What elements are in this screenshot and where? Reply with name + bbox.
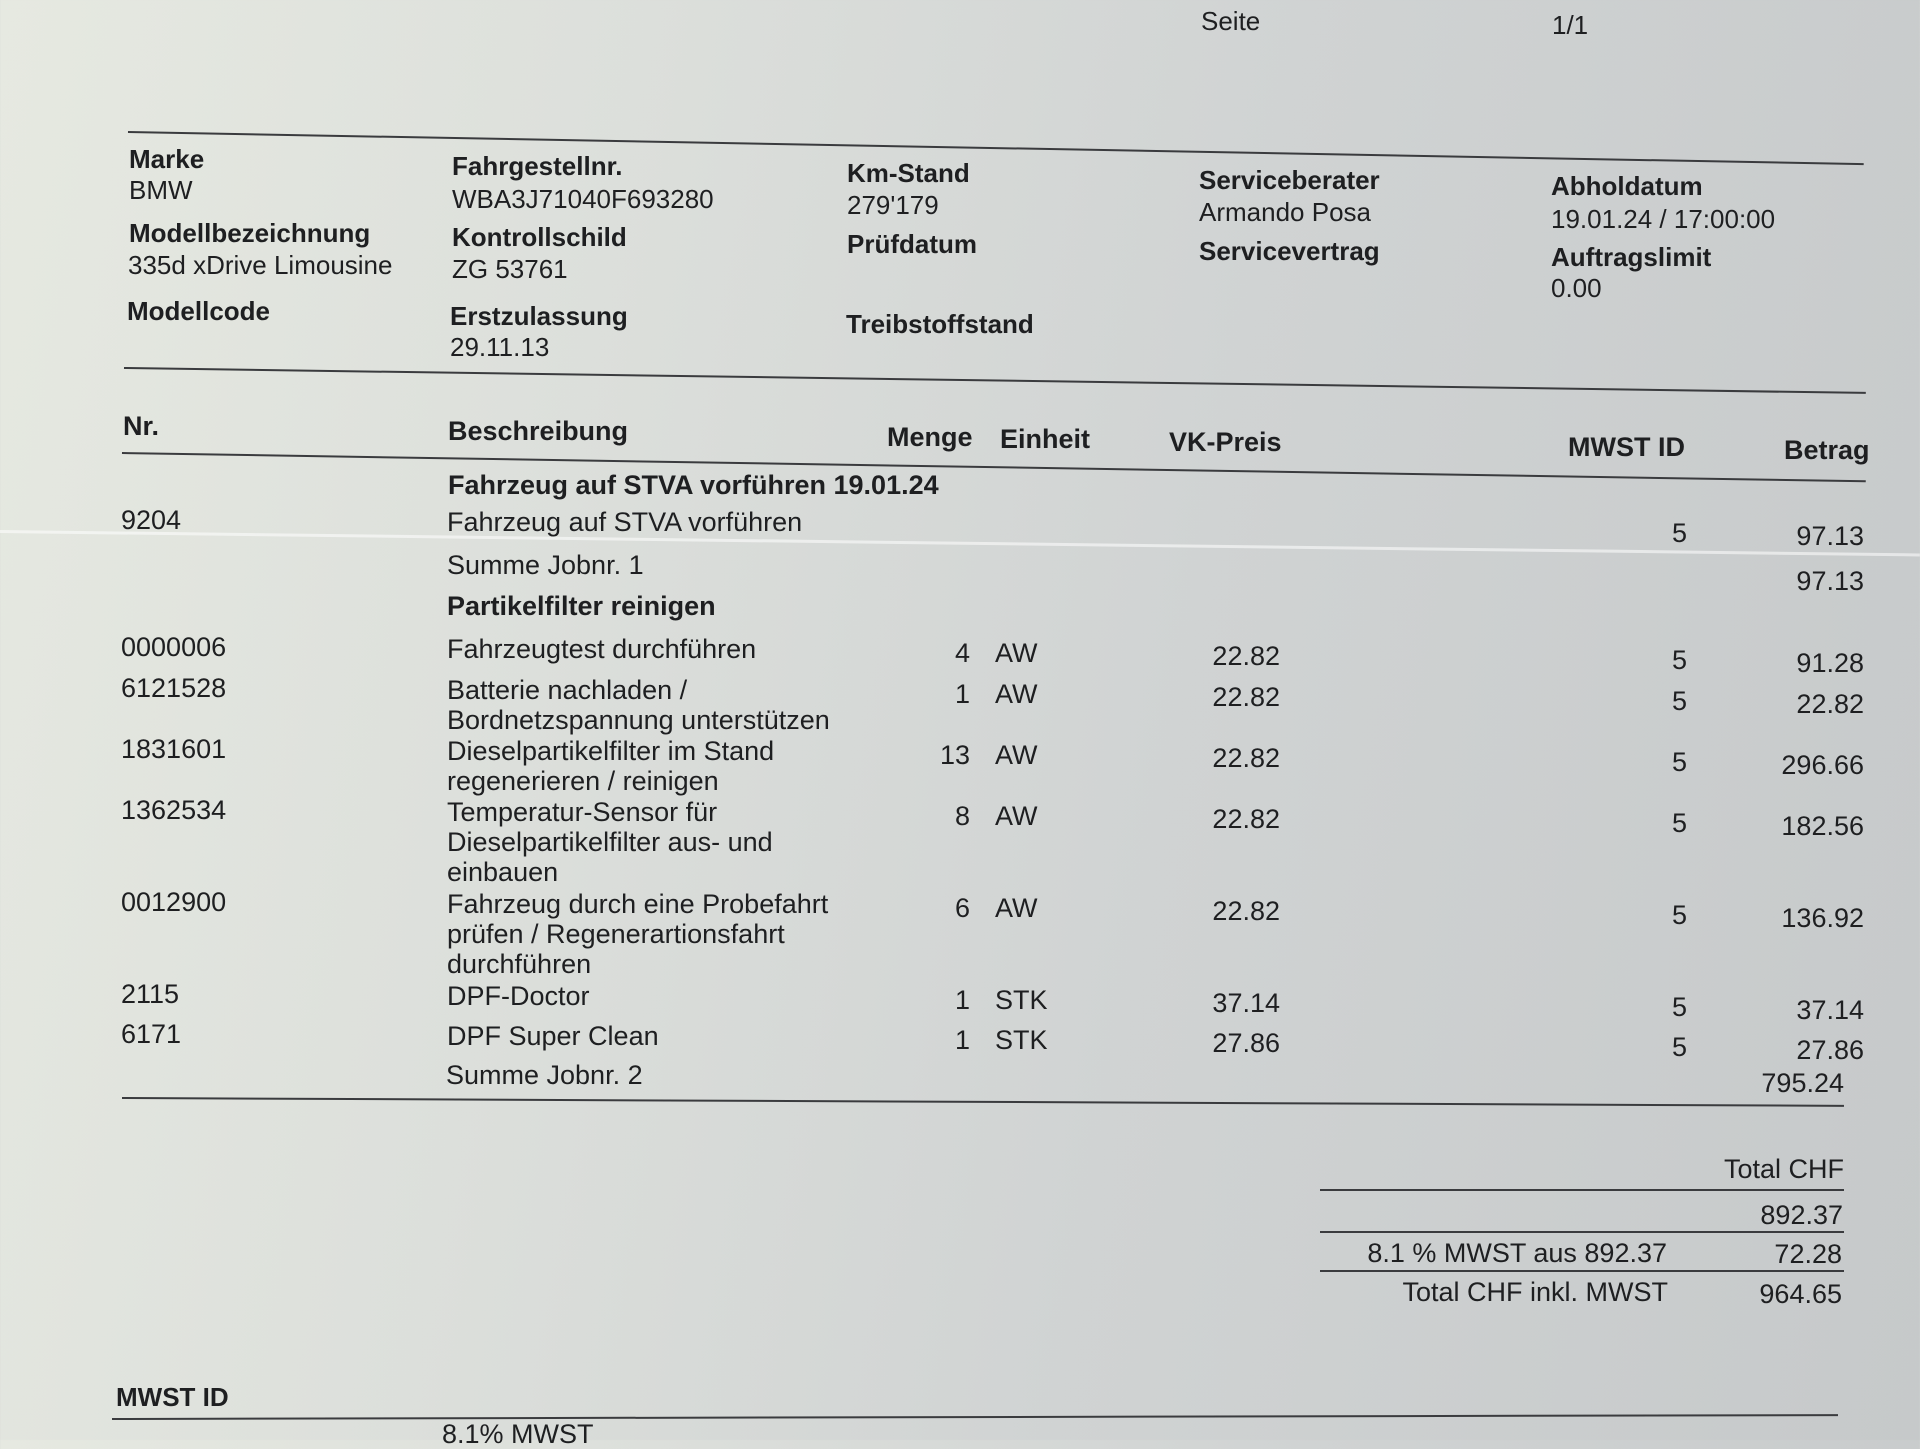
item-nr: 9204 <box>121 505 182 535</box>
mwst-label: 8.1 % MWST aus 892.37 <box>1367 1238 1667 1268</box>
item-betrag: 182.56 <box>1781 811 1864 841</box>
item-betrag: 136.92 <box>1781 903 1864 933</box>
footer-mwst-id-label: MWST ID <box>116 1382 229 1412</box>
berater-value: Armando Posa <box>1199 197 1371 227</box>
col-header-nr: Nr. <box>123 411 160 441</box>
item-description: Bordnetzspannung unterstützen <box>447 705 830 735</box>
job1-sum-label: Summe Jobnr. 1 <box>447 550 644 580</box>
item-description: DPF-Doctor <box>447 981 590 1011</box>
marke-value: BMW <box>129 175 193 205</box>
abhol-label: Abholdatum <box>1551 171 1703 201</box>
col-header-beschreibung: Beschreibung <box>448 416 629 446</box>
item-einheit: STK <box>995 985 1048 1015</box>
item-menge: 1 <box>954 1025 970 1055</box>
job2-title: Partikelfilter reinigen <box>447 591 716 621</box>
pruefdatum-label: Prüfdatum <box>847 229 977 259</box>
item-einheit: STK <box>995 1025 1048 1055</box>
item-nr: 6121528 <box>121 673 227 703</box>
item-description: Dieselpartikelfilter aus- und <box>447 827 773 857</box>
item-mwst-id: 5 <box>1671 992 1687 1022</box>
item-nr: 1362534 <box>121 795 227 825</box>
km-label: Km-Stand <box>847 158 970 188</box>
item-vk-preis: 22.82 <box>1212 896 1280 926</box>
limit-value: 0.00 <box>1551 273 1602 303</box>
footer-rate-label: 8.1% MWST <box>442 1419 594 1449</box>
item-vk-preis: 22.82 <box>1212 743 1280 773</box>
km-value: 279'179 <box>847 190 939 220</box>
page-label: Seite <box>1201 6 1261 36</box>
col-header-betrag: Betrag <box>1784 435 1870 465</box>
job1-title: Fahrzeug auf STVA vorführen 19.01.24 <box>448 470 939 500</box>
grand-total-value: 964.65 <box>1759 1279 1842 1309</box>
berater-label: Serviceberater <box>1199 165 1380 195</box>
total-rule-1 <box>1320 1189 1844 1191</box>
header-rule-top <box>128 131 1864 165</box>
col-header-einheit: Einheit <box>1000 424 1091 454</box>
item-mwst-id: 5 <box>1671 808 1687 838</box>
kontrollschild-value: ZG 53761 <box>452 254 568 284</box>
item-menge: 6 <box>954 893 970 923</box>
item-nr: 6171 <box>121 1019 182 1049</box>
footer-rule <box>112 1414 1838 1420</box>
modell-value: 335d xDrive Limousine <box>128 250 393 280</box>
item-nr: 1831601 <box>121 734 227 764</box>
item-vk-preis: 27.86 <box>1212 1028 1280 1058</box>
item-description: Fahrzeug auf STVA vorführen <box>447 507 803 537</box>
treibstoff-label: Treibstoffstand <box>846 309 1034 339</box>
item-mwst-id: 5 <box>1671 645 1687 675</box>
mwst-value: 72.28 <box>1774 1239 1842 1269</box>
item-menge: 1 <box>954 985 970 1015</box>
modellcode-label: Modellcode <box>127 296 271 326</box>
item-einheit: AW <box>995 740 1038 770</box>
fahrgestell-label: Fahrgestellnr. <box>452 151 623 181</box>
fahrgestell-value: WBA3J71040F693280 <box>452 184 714 214</box>
item-description: durchführen <box>447 949 592 979</box>
item-menge: 8 <box>954 801 970 831</box>
item-mwst-id: 5 <box>1671 1032 1687 1062</box>
item-vk-preis: 22.82 <box>1212 804 1280 834</box>
item-vk-preis: 37.14 <box>1212 988 1280 1018</box>
item-description: Fahrzeug durch eine Probefahrt <box>447 889 829 919</box>
item-betrag: 22.82 <box>1796 689 1864 719</box>
table-end-rule <box>122 1097 1844 1107</box>
item-einheit: AW <box>995 638 1038 668</box>
item-description: regenerieren / reinigen <box>447 766 719 796</box>
item-description: prüfen / Regenerartionsfahrt <box>447 919 785 949</box>
item-nr: 0000006 <box>121 632 227 662</box>
total-rule-2 <box>1320 1231 1844 1233</box>
erstzulassung-label: Erstzulassung <box>450 301 628 331</box>
item-mwst-id: 5 <box>1671 747 1687 777</box>
job2-sum-value: 795.24 <box>1761 1068 1844 1098</box>
job2-sum-label: Summe Jobnr. 2 <box>446 1060 643 1090</box>
total-value: 892.37 <box>1760 1200 1843 1230</box>
col-header-menge: Menge <box>887 422 973 452</box>
job1-sum-value: 97.13 <box>1796 566 1864 596</box>
kontrollschild-label: Kontrollschild <box>452 222 627 252</box>
header-rule-bottom <box>124 367 1866 394</box>
item-einheit: AW <box>995 893 1038 923</box>
item-menge: 13 <box>939 740 970 770</box>
abhol-value: 19.01.24 / 17:00:00 <box>1551 204 1776 234</box>
item-betrag: 296.66 <box>1781 750 1864 780</box>
paper-fold <box>0 530 1920 556</box>
col-header-mwst: MWST ID <box>1568 432 1685 462</box>
page-number: 1/1 <box>1552 10 1589 40</box>
item-mwst-id: 5 <box>1671 518 1687 548</box>
item-description: Fahrzeugtest durchführen <box>447 634 757 664</box>
item-mwst-id: 5 <box>1671 900 1687 930</box>
item-einheit: AW <box>995 801 1038 831</box>
item-einheit: AW <box>995 679 1038 709</box>
item-betrag: 97.13 <box>1796 521 1864 551</box>
erstzulassung-value: 29.11.13 <box>450 332 550 362</box>
item-vk-preis: 22.82 <box>1212 641 1280 671</box>
item-description: einbauen <box>447 857 559 887</box>
item-betrag: 27.86 <box>1796 1035 1864 1065</box>
item-betrag: 37.14 <box>1796 995 1864 1025</box>
item-menge: 1 <box>954 679 970 709</box>
item-betrag: 91.28 <box>1796 648 1864 678</box>
item-description: Batterie nachladen / <box>447 675 688 705</box>
limit-label: Auftragslimit <box>1551 242 1712 272</box>
modell-label: Modellbezeichnung <box>129 218 371 248</box>
total-label: Total CHF <box>1723 1154 1844 1184</box>
item-vk-preis: 22.82 <box>1212 682 1280 712</box>
item-description: Temperatur-Sensor für <box>447 797 718 827</box>
item-nr: 0012900 <box>121 887 227 917</box>
col-header-vk: VK-Preis <box>1169 427 1282 457</box>
item-mwst-id: 5 <box>1671 686 1687 716</box>
item-menge: 4 <box>954 638 970 668</box>
marke-label: Marke <box>129 144 205 174</box>
vertrag-label: Servicevertrag <box>1199 236 1380 266</box>
item-nr: 2115 <box>121 979 180 1009</box>
grand-total-label: Total CHF inkl. MWST <box>1402 1277 1668 1307</box>
item-description: Dieselpartikelfilter im Stand <box>447 736 775 766</box>
total-rule-3 <box>1320 1270 1844 1272</box>
item-description: DPF Super Clean <box>447 1021 659 1051</box>
